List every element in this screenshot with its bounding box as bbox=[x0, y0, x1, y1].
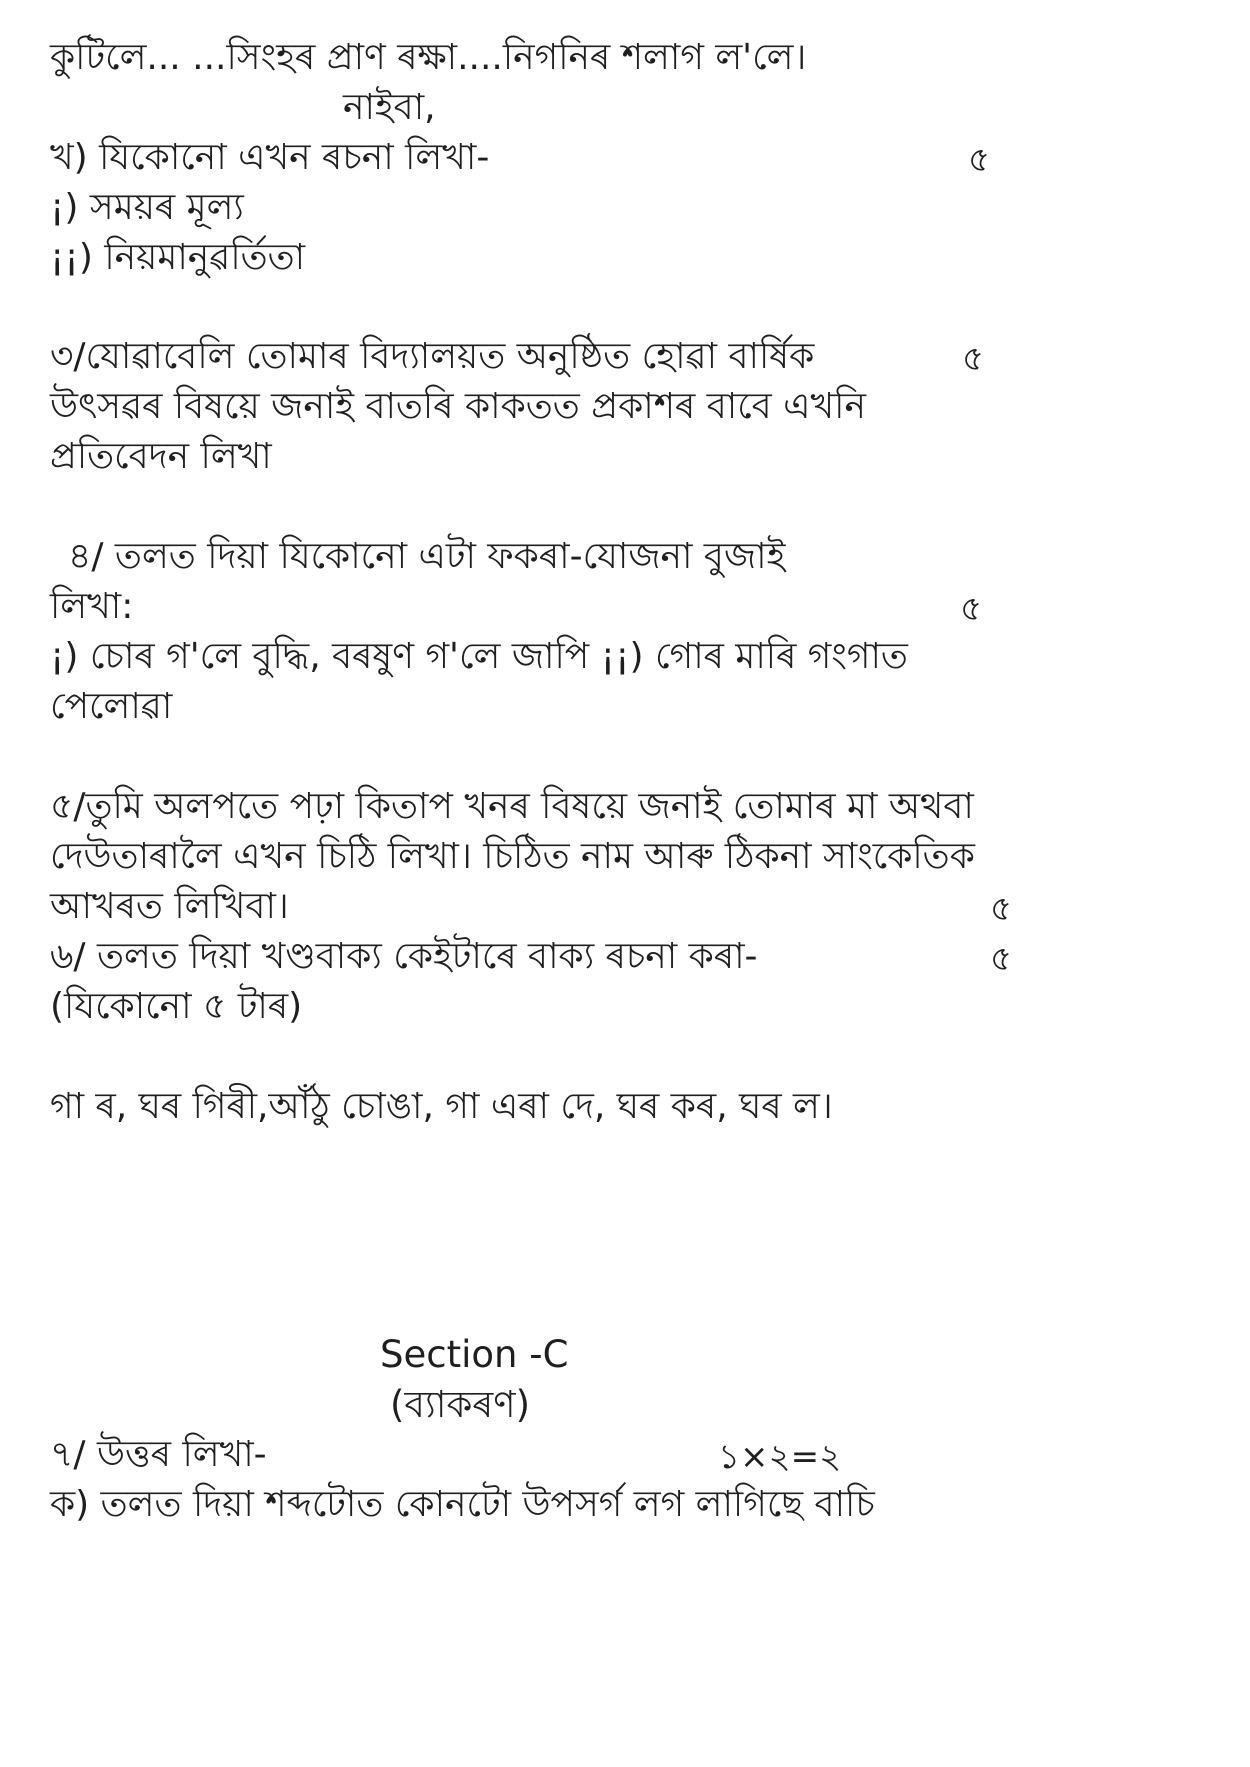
q5-marks: ৫ bbox=[990, 889, 1013, 929]
section-c-subtitle: (ব্যাকৰণ) bbox=[390, 1383, 531, 1426]
q6-line-1: ৬/ তলত দিয়া খণ্ডবাক্য কেইটাৰে বাক্য ৰচনা কৰা- bbox=[50, 936, 758, 977]
q6-line-2: (যিকোনো ৫ টাৰ) bbox=[50, 986, 303, 1027]
q4-line-2: লিখা: bbox=[50, 586, 134, 627]
or-text: নাইবা, bbox=[343, 87, 436, 128]
q2b-option-2: ¡¡) নিয়মানুৱৰ্তিতা bbox=[50, 237, 306, 278]
q5-line-3: আখৰত লিখিবা। bbox=[50, 886, 289, 927]
q4-marks: ৫ bbox=[960, 589, 983, 629]
q2b-marks: ৫ bbox=[968, 140, 991, 180]
q5-line-1: ৫/তুমি অলপতে পঢ়া কিতাপ খনৰ বিষয়ে জনাই তোমাৰ মা অথবা bbox=[50, 786, 974, 827]
q6-marks: ৫ bbox=[990, 939, 1013, 979]
q7-part-a: ক) তলত দিয়া শব্দটোত কোনটো উপসৰ্গ লগ লাগিছে বাচি bbox=[50, 1484, 875, 1525]
q3-line-2: উৎসৱৰ বিষয়ে জনাই বাতৰি কাকতত প্ৰকাশৰ বাবে এখনি bbox=[50, 386, 866, 427]
q2b-option-1: ¡) সময়ৰ মূল্য bbox=[50, 187, 244, 228]
q3-line-1: ৩/যোৱাবেলি তোমাৰ বিদ্যালয়ত অনুষ্ঠিত হোৱা বাৰ্ষিক bbox=[50, 336, 815, 377]
q4-options-cont: পেলোৱা bbox=[50, 686, 173, 727]
q4-line-1: ৪/ তলত দিয়া যিকোনো এটা ফকৰা-যোজনা বুজাই bbox=[68, 536, 786, 577]
q3-line-3: প্ৰতিবেদন লিখা bbox=[50, 436, 272, 477]
q2b-label: খ) যিকোনো এখন ৰচনা লিখা- bbox=[50, 137, 490, 178]
q7-marks: ১×২=২ bbox=[718, 1437, 842, 1477]
q4-options: ¡) চোৰ গ'লে বুদ্ধি, বৰষুণ গ'লে জাপি ¡¡) গোৰ মাৰি গংগাত bbox=[50, 636, 908, 677]
q7-label: ৭/ উত্তৰ লিখা- bbox=[50, 1434, 267, 1475]
section-c-title: Section -C bbox=[380, 1333, 569, 1376]
q6-phrases: গা ৰ, ঘৰ গিৰী,আঁঠু চোঙা, গা এৰা দে, ঘৰ কৰ, ঘৰ ল। bbox=[50, 1086, 833, 1127]
q3-marks: ৫ bbox=[962, 339, 985, 379]
q5-line-2: দেউতাৰালৈ এখন চিঠি লিখা। চিঠিত নাম আৰু ঠিকনা সাংকেতিক bbox=[50, 836, 975, 877]
intro-line: কুটিলে... ...সিংহৰ প্ৰাণ ৰক্ষা....নিগনিৰ শলাগ ল'লে। bbox=[50, 37, 807, 78]
